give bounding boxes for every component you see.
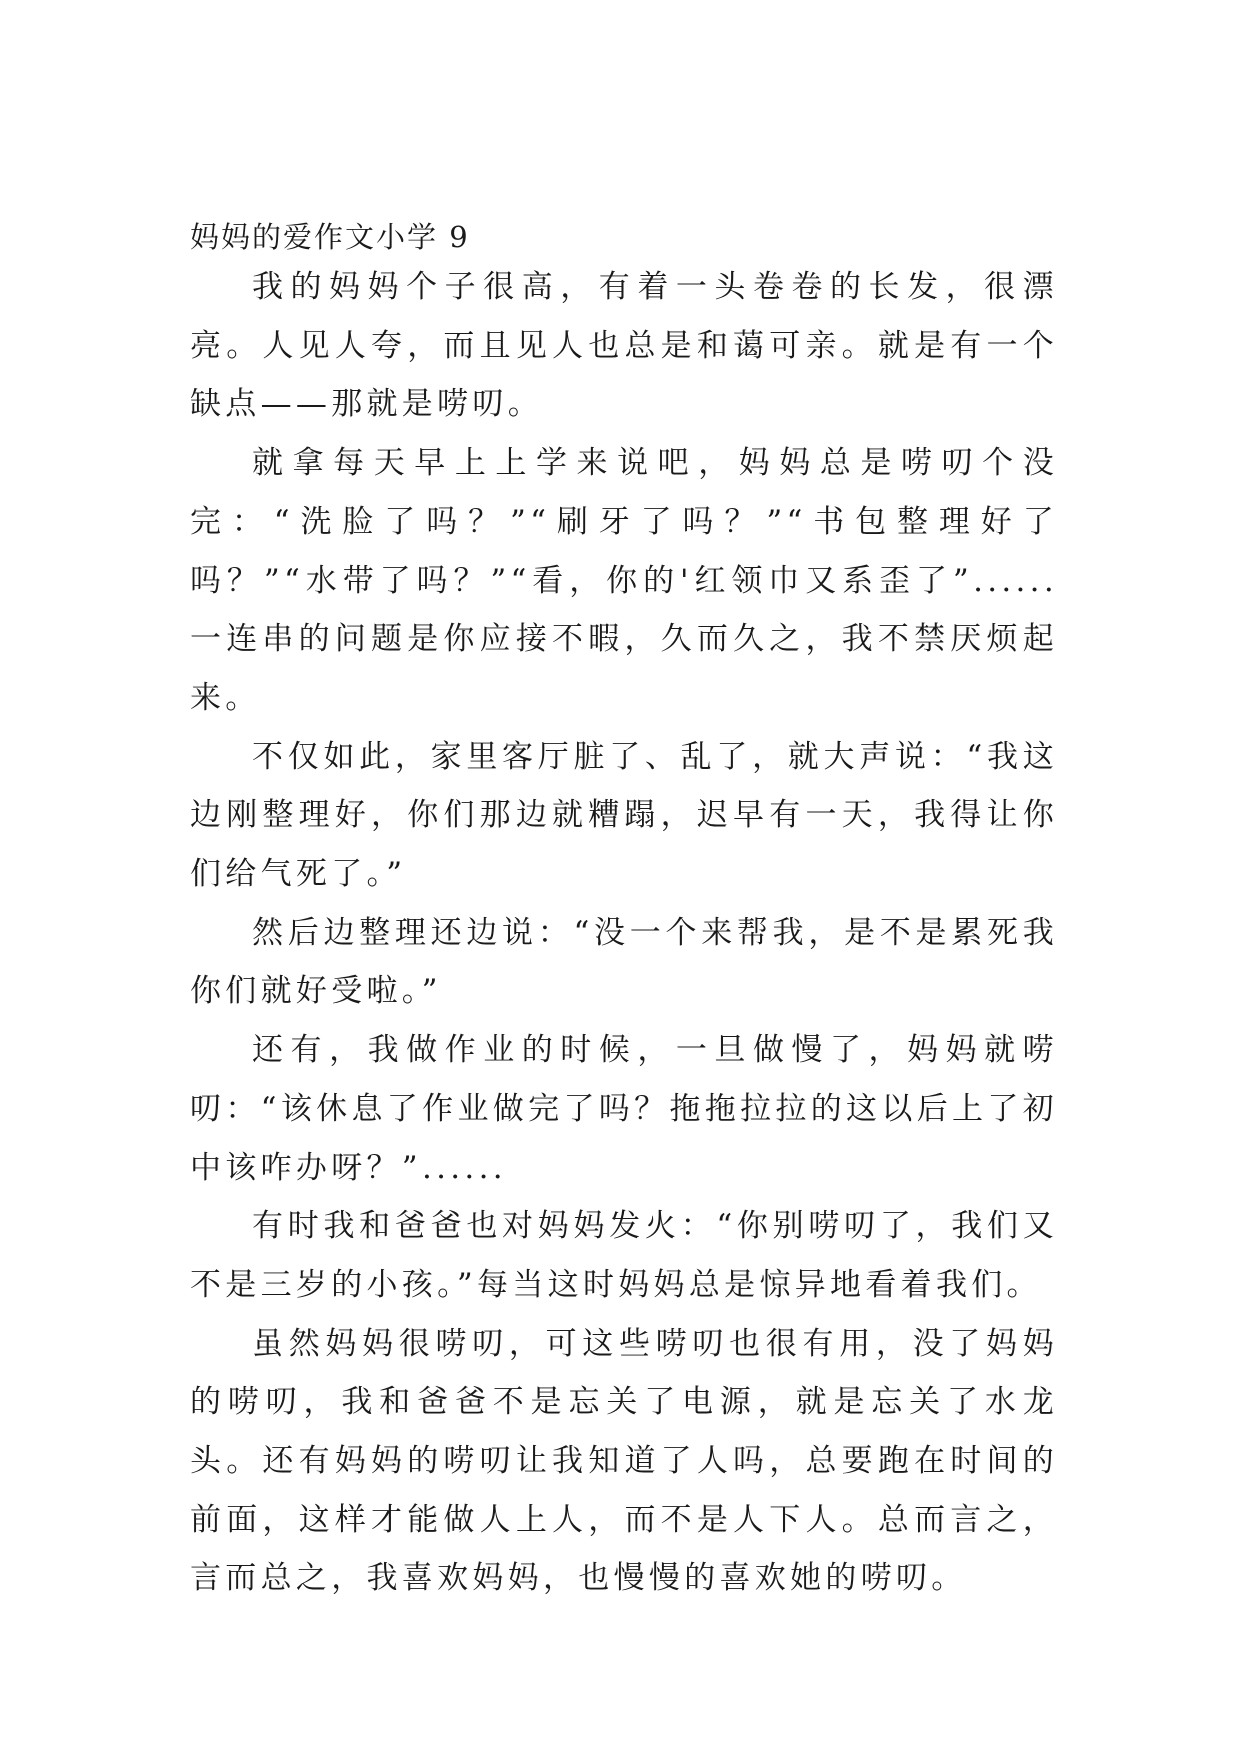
- document-page: [190, 216, 1058, 1608]
- document-title: 妈妈的爱作文小学 9: [190, 220, 470, 254]
- paragraph-7: 虽然妈妈很唠叨，可这些唠叨也很有用，没了妈妈的唠叨，我和爸爸不是忘关了电源，就是忘关了水龙头。还有妈妈的唠叨让我知道了人吗，总要跑在时间的前面，这样才能做人上人，而不是人下人。总而言之，言而总之，我喜欢妈妈，也慢慢的喜欢她的唠叨。: [190, 1325, 1058, 1597]
- paragraph-2: 就拿每天早上上学来说吧，妈妈总是唠叨个没完：“洗脸了吗？”“刷牙了吗？”“书包整理好了吗？”“水带了吗？”“看，你的'红领巾又系歪了”......一连串的问题是你应接不暇，久而久之，我不禁厌烦起来。: [190, 445, 1058, 716]
- paragraph-3: 不仅如此，家里客厅脏了、乱了，就大声说：“我这边刚整理好，你们那边就糟蹋，迟早有一天，我得让你们给气死了。”: [190, 738, 1058, 893]
- paragraph-5: 还有，我做作业的时候，一旦做慢了，妈妈就唠叨：“该休息了作业做完了吗？拖拖拉拉的这以后上了初中该咋办呀？”......: [190, 1032, 1058, 1186]
- paragraph-6: 有时我和爸爸也对妈妈发火：“你别唠叨了，我们又不是三岁的小孩。”每当这时妈妈总是惊异地看着我们。: [190, 1208, 1058, 1303]
- paragraph-1: 我的妈妈个子很高，有着一头卷卷的长发，很漂亮。人见人夸，而且见人也总是和蔼可亲。就是有一个缺点——那就是唠叨。: [190, 269, 1058, 423]
- paragraph-4: 然后边整理还边说：“没一个来帮我，是不是累死我你们就好受啦。”: [190, 914, 1058, 1010]
